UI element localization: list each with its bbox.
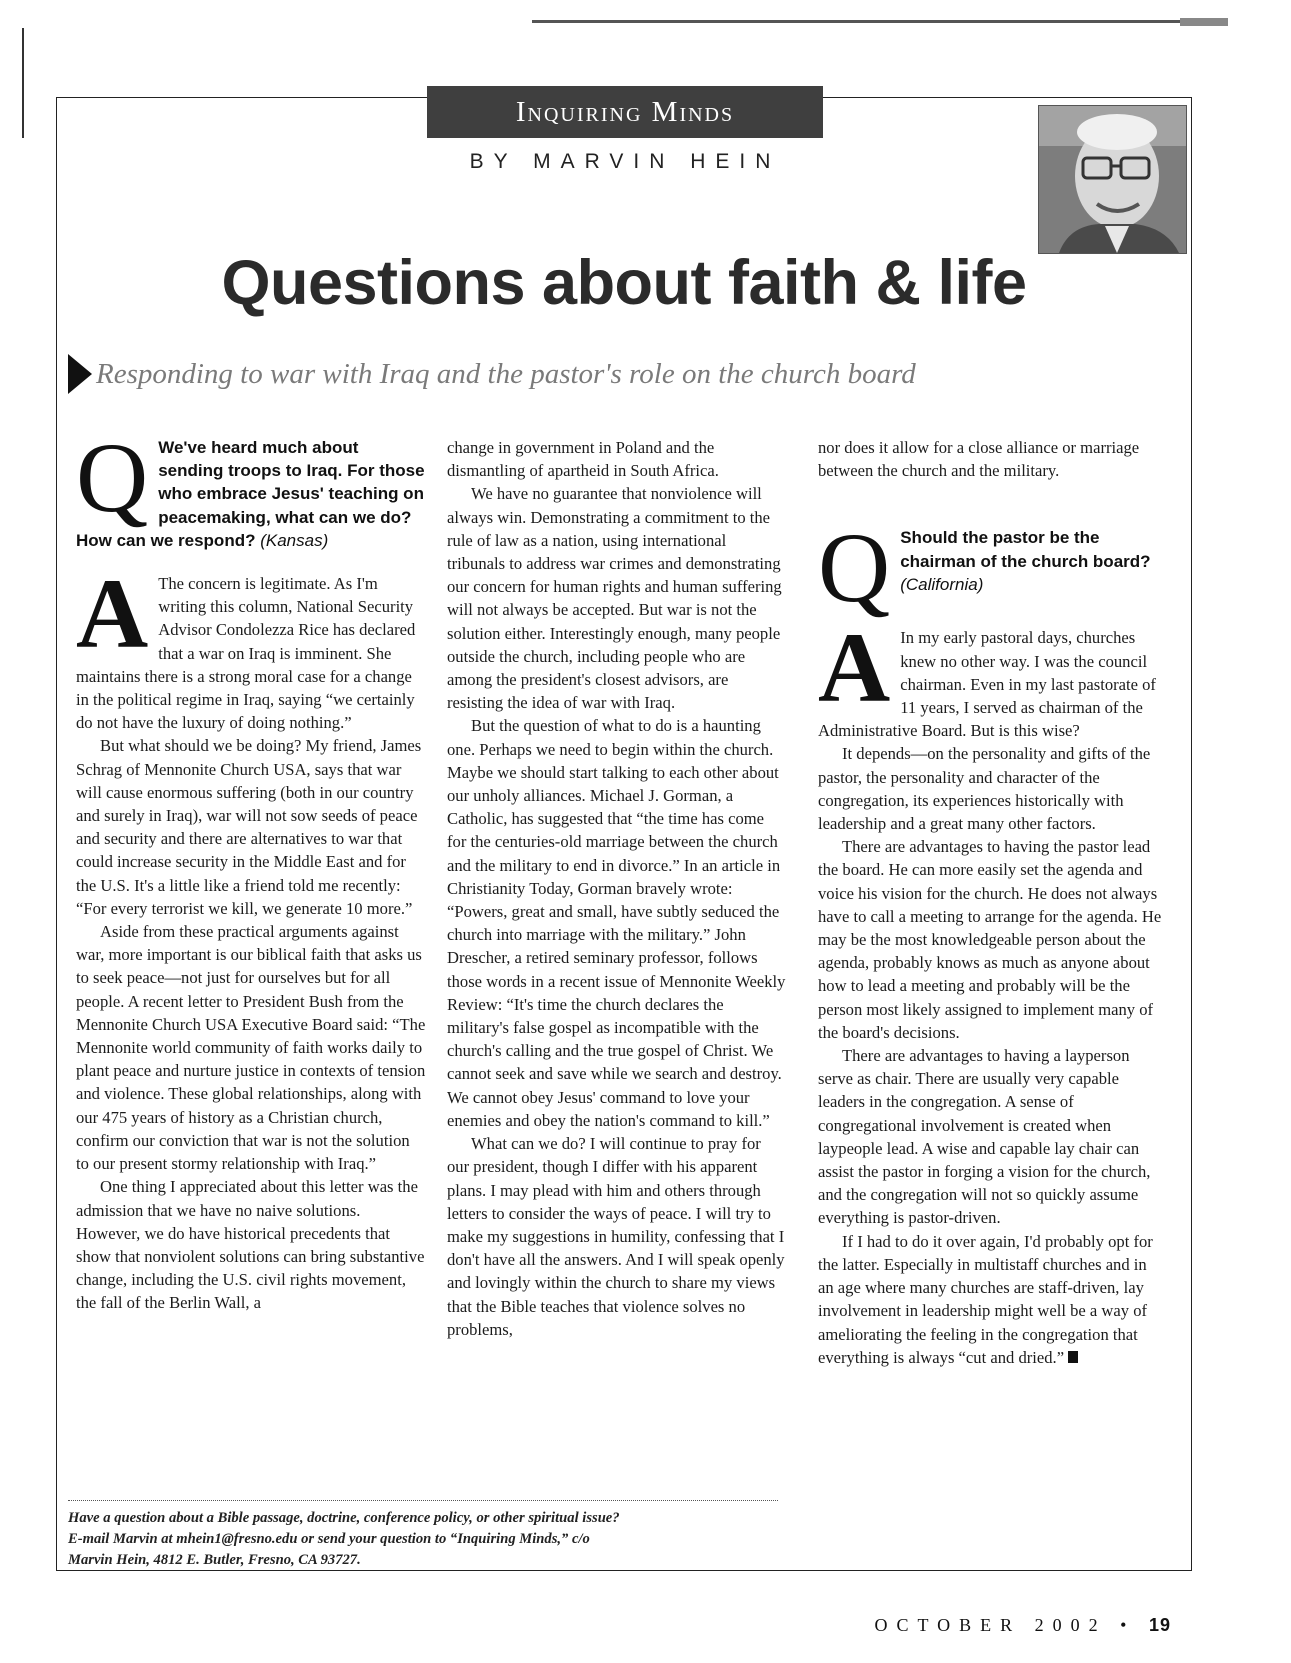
question-2-location: (California) [900, 574, 984, 594]
answer-2-paragraph: There are advantages to having a layperson serve as chair. There are usually very capable leaders in the congregation. A sense of congregational involvement is created when laypeople lead. A wise and capable lay chair can assist the pastor in forging a vision for the church, and the congregation will not so quickly assume everything is pastor-driven. [818, 1046, 1151, 1228]
folio-bullet: • [1120, 1615, 1136, 1635]
headline: Questions about faith & life [221, 248, 1027, 318]
author-portrait-photo [1038, 105, 1187, 254]
byline: BY MARVIN HEIN [469, 150, 781, 173]
answer-2-paragraph [818, 1230, 1166, 1369]
answer-1-paragraph: But the question of what to do is a haunting one. Perhaps we need to begin within the church. Maybe we should start talking to each other about our unholy alliances. Michael J. Gorman, a Catholic, has suggested that “the time has come for the centuries-old marriage between the church and the military to end in divorce.” In an article in Christianity Today, Gorman bravely wrote: “Powers, great and small, have subtly seduced the church into marriage with the military.” John Drescher, a retired seminary professor, follows those words in a recent issue of Mennonite Weekly Review: “It's time the church declares the military's false gospel as incompatible with the church's calling and the true gospel of Christ. We cannot seek and save while we search and destroy. We cannot obey Jesus' command to love your enemies and obey the nation's command to kill.” [447, 716, 786, 1130]
portrait-icon [1039, 106, 1186, 253]
footnote-line: E-mail Marvin at mhein1@fresno.edu or send your question to “Inquiring Minds,” c/o [68, 1531, 590, 1547]
column-2 [447, 436, 787, 1341]
column-1 [76, 422, 426, 1315]
answer-1-paragraph: We have no guarantee that nonviolence will always win. Demonstrating a commitment to the rule of law as a nation, using international tribunals to address war crimes and demonstrating our concern for human rights and human suffering will not always be accepted. But war is not the solution either. Interestingly enough, many people outside the church, including people who are among the president's closest advisors, are resisting the idea of war with Iraq. [447, 484, 782, 713]
subhead-text: Responding to war with Iraq and the pastor's role on the church board [96, 357, 916, 390]
issue-date: OCTOBER 2002 [874, 1615, 1107, 1635]
a-initial: A [76, 558, 149, 670]
answer-1-paragraph: Aside from these practical arguments against war, more important is our biblical faith that asks us to seek peace—not just for ourselves but for all people. A recent letter to President Bush from the Mennonite Church USA Executive Board said: “The Mennonite world community of faith works daily to plant peace and nurture justice in contexts of tension and violence. These global relationships, along with our 475 years of history as a Christian church, confirm our conviction that war is not the solution to our present stormy relationship with Iraq.” [76, 922, 426, 1174]
column-masthead: Inquiring Minds [427, 86, 823, 138]
answer-1-paragraph: But what should we be doing? My friend, James Schrag of Mennonite Church USA, says that war will cause enormous suffering (both in our country and surely in Iraq), war will not sow seeds of peace and security and there are alternatives to war that could increase security in the Middle East and for the U.S. It's a little like a friend told me recently: “For every terrorist we kill, we generate 10 more.” [76, 736, 422, 918]
answer-1-paragraph: nor does it allow for a close alliance or marriage between the church and the military. [818, 438, 1140, 481]
footnote-line: Marvin Hein, 4812 E. Butler, Fresno, CA 93727. [68, 1552, 361, 1568]
answer-2-paragraph: There are advantages to having the pastor lead the board. He can more easily set the agenda and voice his vision for the church. He does not always have to call a meeting to arrange for the agenda. He may be the most knowledgeable person about the agenda, probably knows as much as anyone about how to lead a meeting and probably will be the person most likely assigned to implement many of the board's decisions. [818, 837, 1162, 1042]
question-1-text: We've heard much about sending troops to Iraq. For those who embrace Jesus' teaching on peacemaking, what can we do? How can we respond? [76, 438, 425, 550]
q-initial: Q [818, 512, 891, 624]
answer-2-paragraph: In my early pastoral days, churches knew no other way. I was the council chairman. Even in my last pastorate of 11 years, I served as chairman of the Administrative Board. But is this wise? [818, 628, 1156, 741]
footnote-rule [68, 1500, 778, 1501]
question-2 [818, 512, 1166, 624]
question-1 [76, 422, 426, 552]
a-initial: A [818, 612, 891, 724]
question-2-text: Should the pastor be the chairman of the church board? [900, 528, 1151, 571]
page-number: 19 [1148, 1615, 1171, 1635]
end-mark-icon [1068, 1351, 1078, 1363]
answer-1-paragraph: One thing I appreciated about this letter was the admission that we have no naive solutions. However, we do have historical precedents that show that nonviolent solutions can bring substantive change, including the U.S. civil rights movement, the fall of the Berlin Wall, a [76, 1177, 425, 1313]
footnote [68, 1508, 798, 1571]
q-initial: Q [76, 422, 149, 533]
arrow-icon [68, 354, 92, 394]
footnote-line: Have a question about a Bible passage, doctrine, conference policy, or other spiritual issue? [68, 1510, 620, 1526]
page-folio [874, 1615, 1171, 1636]
scan-top-rule [532, 20, 1228, 23]
column-3 [818, 436, 1166, 1369]
answer-1-paragraph: change in government in Poland and the dismantling of apartheid in South Africa. [447, 438, 719, 481]
answer-2-last-text: If I had to do it over again, I'd probably opt for the latter. Especially in multistaff churches and in an age where many churches are staff-driven, lay involvement in leadership might well be a way of ameliorating the feeling in the congregation that everything is always “cut and dried.” [818, 1231, 1153, 1367]
scan-top-mark [1180, 18, 1228, 26]
answer-1-paragraph: What can we do? I will continue to pray for our president, though I differ with his apparent plans. I may plead with him and others through letters to consider the ways of peace. I will try to make my suggestions in humility, confessing that I don't have all the answers. And I will speak openly and lovingly within the church to share my views that the Bible teaches that violence solves no problems, [447, 1134, 785, 1339]
subhead [68, 350, 1188, 398]
answer-2-paragraph: It depends—on the personality and gifts of the pastor, the personality and character of the congregation, its experiences historically with leadership and a great many other factors. [818, 744, 1151, 834]
scan-edge-line [22, 28, 24, 138]
question-1-location: (Kansas) [260, 530, 329, 550]
answer-1-paragraph: The concern is legitimate. As I'm writing this column, National Security Advisor Condolezza Rice has declared that a war on Iraq is imminent. She maintains there is a strong moral case for a change in the political regime in Iraq, saying “we certainly do not have the luxury of doing nothing.” [76, 574, 416, 733]
